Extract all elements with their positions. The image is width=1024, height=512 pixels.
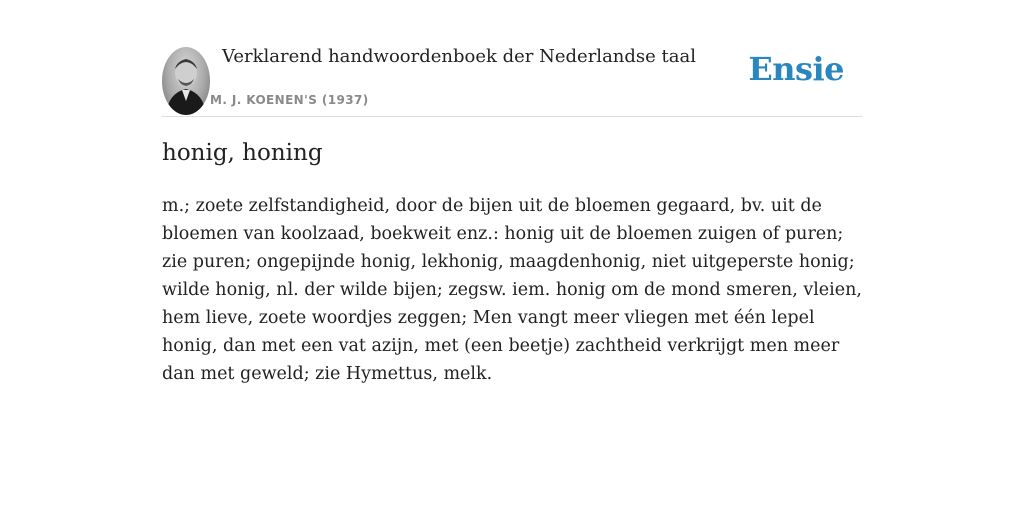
- portrait-image: [162, 47, 210, 115]
- author-label: M. J. KOENEN'S (1937): [210, 93, 369, 107]
- ensie-logo-link[interactable]: Ensie: [748, 50, 844, 88]
- entry-definition: m.; zoete zelfstandigheid, door de bijen uit de bloemen gegaard, bv. uit de bloemen van koolzaad, boekweit enz.: honig uit de bloemen zuigen of puren; zie puren; ongepijnde honig, lekhonig, maagdenhonig, niet uitgeperste honig; wilde honig, nl. der wilde bijen; zegsw. iem. honig om de mond smeren, vleien, hem lieve, zoete woordjes zeggen; Men vangt meer vliegen met één lepel honig, dan met een vat azijn, met (een beetje) zachtheid verkrijgt men meer dan met geweld; zie Hymettus, melk.: [162, 196, 862, 384]
- entry-headword: honig, honing: [162, 140, 323, 166]
- book-title: Verklarend handwoordenboek der Nederlandse taal: [222, 46, 696, 67]
- dictionary-header: [162, 40, 862, 117]
- author-portrait: [162, 47, 210, 115]
